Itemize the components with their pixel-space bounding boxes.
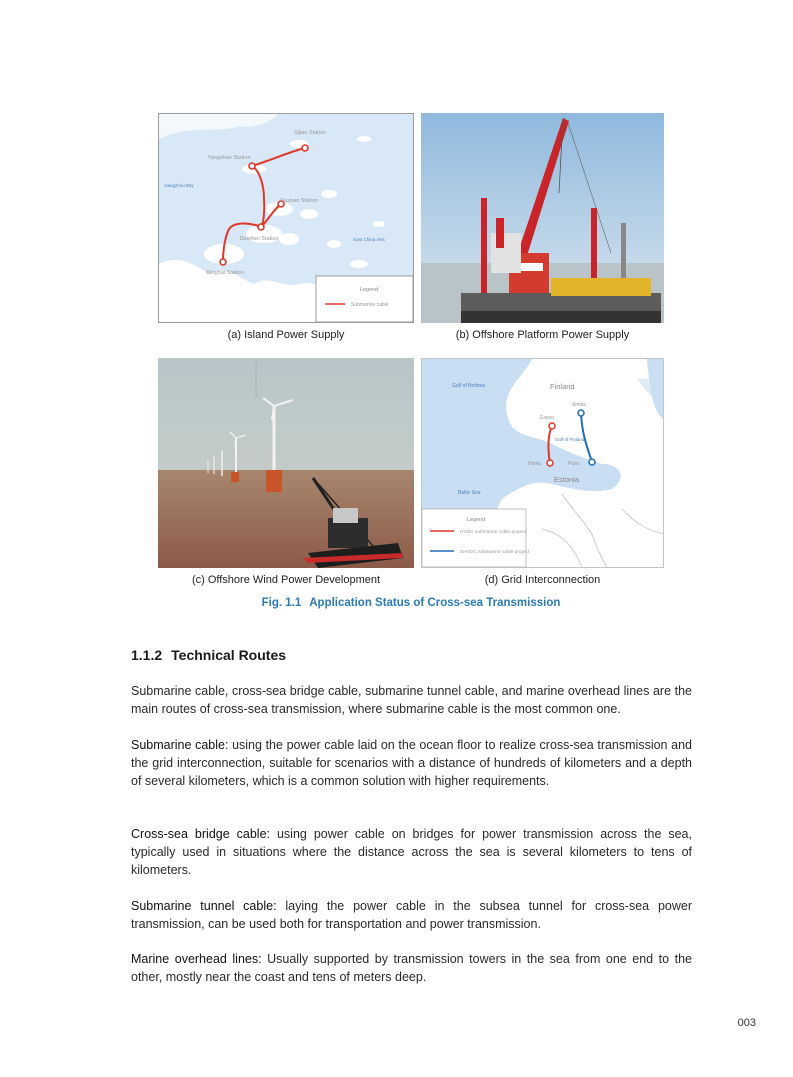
term-cross-sea-bridge-cable: Cross-sea bridge cable: — [131, 827, 270, 841]
station-label-daishan: Daishan Station — [239, 236, 279, 242]
station-label-dinghai: Dinghai Station — [206, 270, 244, 276]
station-label-harku: Harku — [528, 461, 542, 467]
station-label-anttila: Anttila — [572, 402, 586, 408]
caption-offshore-wind-power-development: (c) Offshore Wind Power Development — [191, 574, 381, 586]
section-number: 1.1.2 — [131, 647, 163, 663]
station-label-yangshan: Yangshan Station — [207, 155, 251, 161]
caption-offshore-platform-power-supply: (b) Offshore Platform Power Supply — [455, 329, 630, 341]
sea-label-east-china-sea: East China Sea — [353, 237, 385, 242]
station-label-sijiao: Sijiao Station — [293, 130, 327, 136]
island-power-supply-map — [158, 113, 414, 323]
section-heading — [131, 647, 286, 663]
sea-label-hangzhou-bay: Hangzhou Bay — [164, 183, 194, 188]
legend-item-ehvdc: EHVDC submarine cable project — [460, 550, 530, 555]
legend-title: Legend — [466, 517, 486, 523]
caption-grid-interconnection: (d) Grid Interconnection — [484, 574, 601, 586]
term-marine-overhead-lines: Marine overhead lines: — [131, 952, 262, 966]
page-number: 003 — [737, 1017, 756, 1029]
station-label-espoo: Espoo — [540, 415, 555, 421]
country-label-estonia: Estonia — [554, 475, 580, 484]
desc-marine-overhead-lines: Usually supported by transmission towers in the sea from one end to the other, mostly near the coast and tens of meters deep. — [131, 952, 692, 984]
legend-item-submarine-cable: Submarine cable — [351, 302, 389, 308]
offshore-platform-photo — [421, 113, 664, 323]
sea-label-baltic-sea: Baltic Sea — [458, 490, 481, 496]
legend-title: Legend — [359, 287, 379, 293]
station-label-puss: Puss — [568, 461, 580, 467]
desc-cross-sea-bridge-cable: using power cable on bridges for power transmission across the sea, typically used in situations where the distance across the sea is several kilometers to tens of kilometers. — [131, 827, 692, 877]
legend-item-hvdc: HVDC submarine cable project — [460, 530, 526, 535]
intro-paragraph: Submarine cable, cross-sea bridge cable, submarine tunnel cable, and marine overhead lines are the main routes of cross-sea transmission, where submarine cable is the most common one. — [131, 684, 692, 716]
marine-overhead-lines-paragraph — [131, 950, 692, 986]
figure-title-text: Application Status of Cross-sea Transmission — [309, 597, 561, 609]
cross-sea-bridge-cable-paragraph — [131, 825, 692, 879]
sea-label-gulf-of-bothnia: Gulf of Bothnia — [452, 383, 486, 389]
station-label-qushan: Qushan Station — [280, 198, 318, 204]
caption-island-power-supply: (a) Island Power Supply — [227, 329, 345, 341]
figure-title — [158, 597, 664, 609]
section-title: Technical Routes — [171, 647, 287, 663]
sea-label-gulf-of-finland: Gulf of Finland — [555, 437, 585, 442]
term-submarine-cable: Submarine cable: — [131, 738, 229, 752]
country-label-finland: Finland — [550, 382, 575, 391]
offshore-wind-photo — [158, 358, 414, 568]
term-submarine-tunnel-cable: Submarine tunnel cable: — [131, 899, 277, 913]
submarine-cable-paragraph — [131, 736, 692, 790]
figure-number: Fig. 1.1 — [261, 597, 302, 609]
submarine-tunnel-cable-paragraph — [131, 897, 692, 933]
desc-submarine-cable: using the power cable laid on the ocean floor to realize cross-sea transmission and the grid interconnection, suitable for scenarios with a distance of hundreds of kilometers and a depth of several kilometers, which is a common solution with higher requirements. — [131, 738, 692, 788]
desc-submarine-tunnel-cable: laying the power cable in the subsea tunnel for cross-sea power transmission, can be used both for transportation and power transmission. — [131, 899, 693, 931]
grid-interconnection-map — [421, 358, 664, 568]
